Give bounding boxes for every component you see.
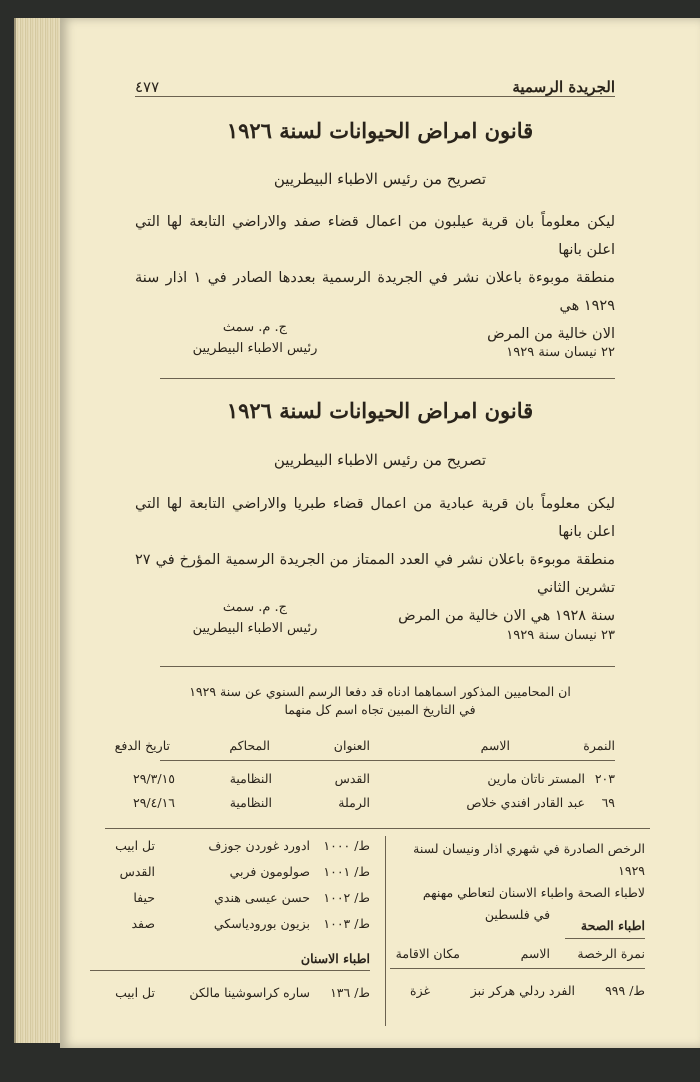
notice2-line: منطقة موبوءة باعلان نشر في العدد الممتاز من الجريدة الرسمية المؤرخ في ٢٧ تشرين الثاني xyxy=(135,552,615,596)
lawyers-intro-line: في التاريخ المبين تجاه اسم كل منهما xyxy=(284,702,476,717)
license-cell: تل ابيب xyxy=(115,985,155,1000)
divider xyxy=(160,666,615,667)
col-address: العنوان xyxy=(333,738,370,753)
notice1-line: ليكن معلوماً بان قرية عيلبون من اعمال قضاء صفد والاراضي التابعة لها التي اعلن بانها xyxy=(135,214,615,258)
license-cell: حيفا xyxy=(133,890,155,905)
divider xyxy=(105,828,650,829)
signature-title: رئيس الاطباء البيطريين xyxy=(192,341,318,356)
lawyers-intro xyxy=(120,684,640,717)
table-cell: النظامية xyxy=(229,795,272,810)
table-rule xyxy=(160,760,615,761)
notice2-line: ليكن معلوماً بان قرية عبادية من اعمال قضاء طبريا والاراضي التابعة لها التي اعلن بانها xyxy=(135,496,615,540)
notice1-subtitle: تصريح من رئيس الاطباء البيطريين xyxy=(273,170,487,188)
table-cell: عبد القادر افندي خلاص xyxy=(466,795,585,810)
license-cell: صولومون فربي xyxy=(229,864,310,879)
book-page-edges xyxy=(14,18,64,1043)
physicians-label: اطباء الصحة xyxy=(580,918,645,933)
license-cell: صفد xyxy=(131,916,155,931)
notice1-title: قانون امراض الحيوانات لسنة ١٩٢٦ xyxy=(226,118,534,143)
signature-name: ج. م. سمث xyxy=(222,600,288,615)
notice2-signature xyxy=(170,600,340,636)
licenses-heading-line: لاطباء الصحة واطباء الاسنان لتعاطي مهنهم xyxy=(422,885,645,900)
table-cell: ٦٩ xyxy=(601,795,615,810)
license-cell: ط/ ١٠٠٣ xyxy=(323,916,370,931)
notice1-line: الان خالية من المرض xyxy=(487,326,615,342)
notice2-subtitle: تصريح من رئيس الاطباء البيطريين xyxy=(273,451,487,469)
license-cell: ط/ ١٠٠٠ xyxy=(323,838,370,853)
license-cell: بزيون بورودياسكي xyxy=(213,916,310,931)
notice2-title: قانون امراض الحيوانات لسنة ١٩٢٦ xyxy=(226,398,534,423)
col-paid-date: تاريخ الدفع xyxy=(114,738,170,753)
license-cell: تل ابيب xyxy=(115,838,155,853)
license-cell: حسن عيسى هندي xyxy=(214,890,310,905)
license-cell: ط/ ١٠٠٢ xyxy=(323,890,370,905)
dentists-label: اطباء الاسنان xyxy=(300,951,370,966)
divider xyxy=(160,378,615,379)
license-cell: ساره كراسوشينا مالكن xyxy=(189,985,310,1000)
signature-title: رئيس الاطباء البيطريين xyxy=(192,621,318,636)
col-license-number: نمرة الرخصة xyxy=(577,946,645,961)
column-divider xyxy=(385,836,386,1026)
page-number: ٤٧٧ xyxy=(135,78,160,96)
table-cell: المستر ناتان مارين xyxy=(487,771,585,786)
signature-name: ج. م. سمث xyxy=(222,320,288,335)
license-cell: الفرد ردلي هركر نبز xyxy=(470,983,575,998)
table-rule xyxy=(390,968,645,969)
licenses-heading xyxy=(390,838,645,926)
table-cell: ٢٠٣ xyxy=(594,771,615,786)
notice2-line: سنة ١٩٢٨ هي الان خالية من المرض xyxy=(398,608,615,624)
col-license-place: مكان الاقامة xyxy=(395,946,460,961)
license-cell: القدس xyxy=(119,864,155,879)
license-cell: ط/ ١٠٠١ xyxy=(323,864,370,879)
col-name: الاسم xyxy=(480,738,510,753)
gazette-page xyxy=(60,18,700,1048)
col-license-name: الاسم xyxy=(520,946,550,961)
license-cell: ط/ ٩٩٩ xyxy=(605,983,645,998)
licenses-heading-line: في فلسطين xyxy=(484,907,551,922)
licenses-heading-line: الرخص الصادرة في شهري اذار ونيسان لسنة ١٩٢٩ xyxy=(413,841,645,878)
label-underline xyxy=(565,938,645,939)
col-courts: المحاكم xyxy=(229,738,270,753)
license-cell: ط/ ١٣٦ xyxy=(330,985,370,1000)
table-cell: ٢٩/٣/١٥ xyxy=(133,771,175,786)
notice1-signature xyxy=(170,320,340,356)
lawyers-intro-line: ان المحاميين المذكور اسماهما ادناه قد دفعا الرسم السنوي عن سنة ١٩٢٩ xyxy=(189,684,571,699)
table-rule xyxy=(90,970,370,971)
col-number: النمرة xyxy=(583,738,615,753)
table-cell: ٢٩/٤/١٦ xyxy=(133,795,175,810)
table-cell: النظامية xyxy=(229,771,272,786)
gazette-title: الجريدة الرسمية xyxy=(512,78,615,96)
license-cell: ادورد غوردن جوزف xyxy=(208,838,310,853)
notice2-date: ٢٣ نيسان سنة ١٩٢٩ xyxy=(506,628,615,643)
license-cell: غزة xyxy=(410,983,430,998)
table-cell: الرملة xyxy=(338,795,370,810)
notice1-date: ٢٢ نيسان سنة ١٩٢٩ xyxy=(506,345,615,360)
table-cell: القدس xyxy=(334,771,370,786)
running-header xyxy=(135,66,615,97)
notice1-line: منطقة موبوءة باعلان نشر في الجريدة الرسمية بعددها الصادر في ١ اذار سنة ١٩٢٩ هي xyxy=(135,270,615,314)
